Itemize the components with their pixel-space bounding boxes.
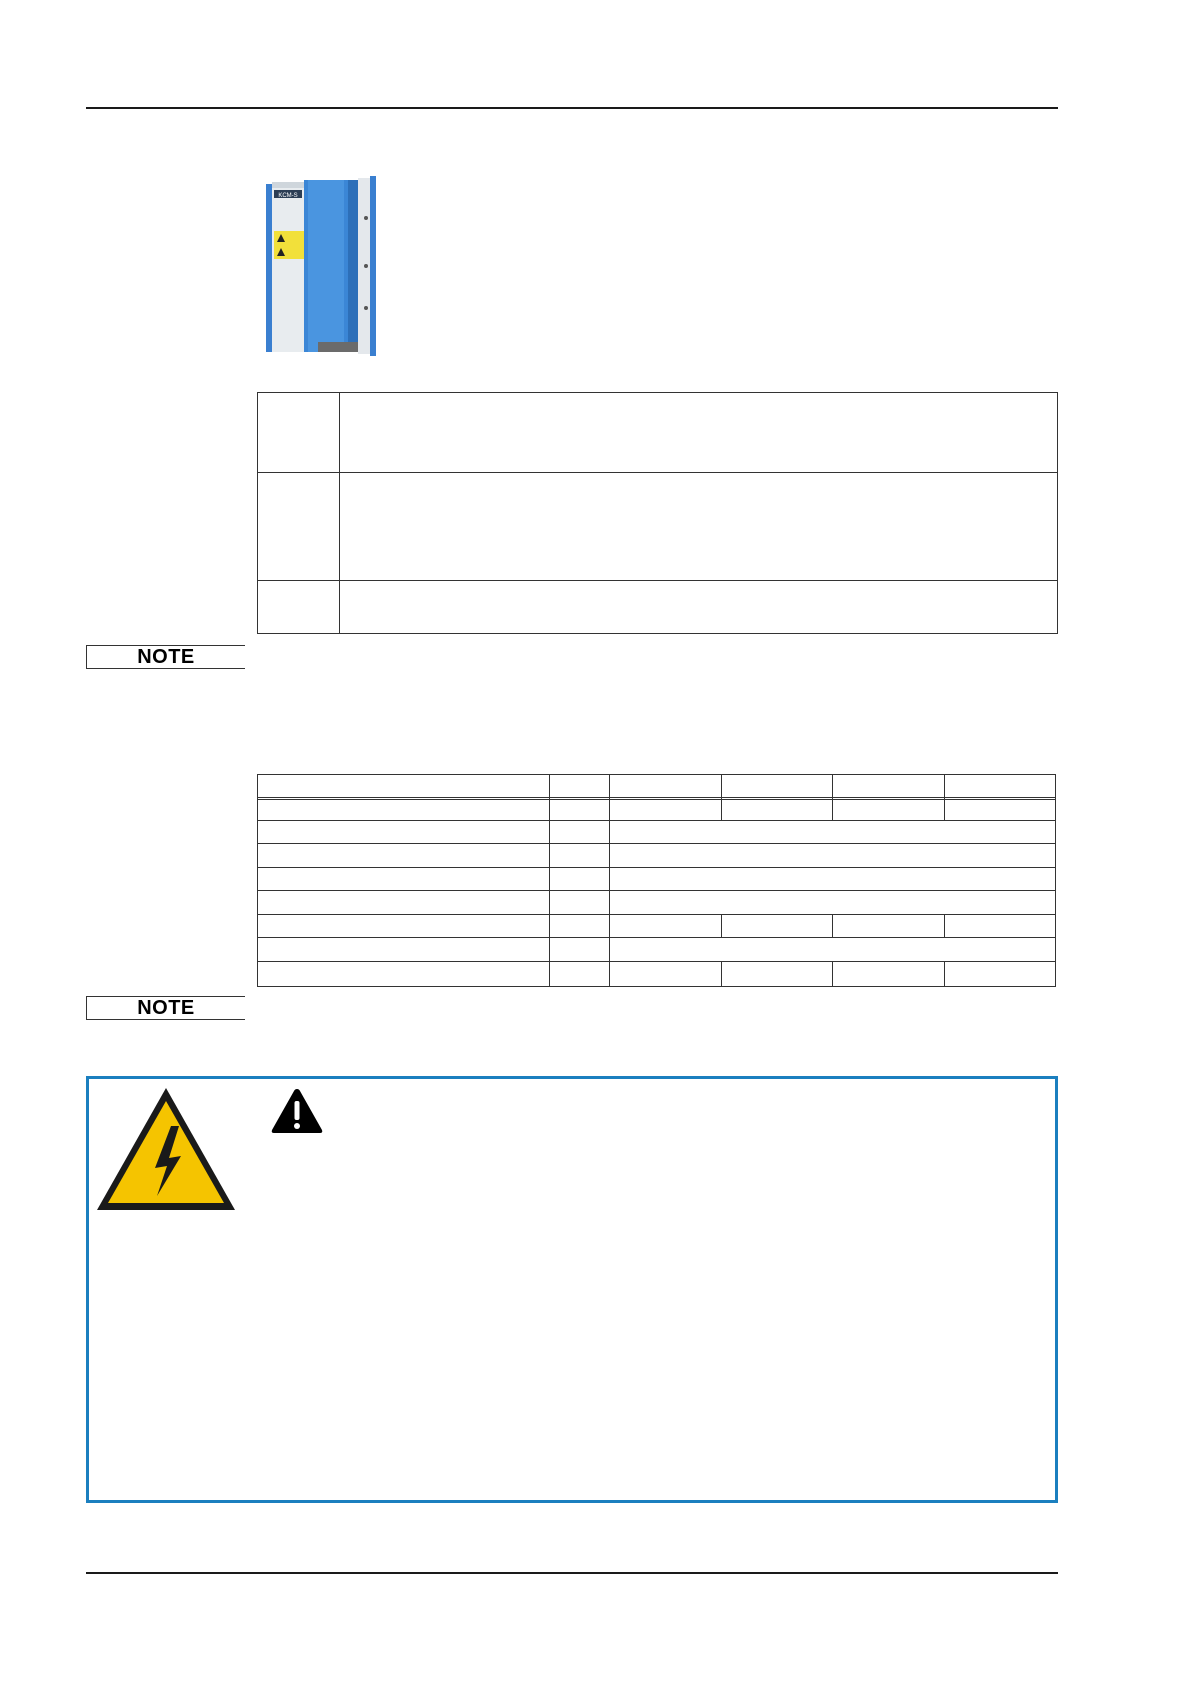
info-table-row (258, 473, 1057, 581)
warning-box (86, 1076, 1058, 1503)
kcm-module-photo (262, 176, 384, 356)
table-col-rule (549, 775, 550, 986)
technical-data-table (257, 774, 1056, 987)
table-col-rule (832, 961, 833, 986)
table-row-rule (258, 843, 1055, 844)
table-col-rule (609, 775, 610, 986)
table-row-rule (258, 914, 1055, 915)
table-col-rule (721, 961, 722, 986)
table-header-rule (258, 797, 1055, 800)
product-label: KCM-S (278, 193, 298, 199)
table-row-rule (258, 937, 1055, 938)
info-table-row (258, 393, 1057, 473)
note-label: NOTE (86, 996, 245, 1020)
table-col-rule (832, 914, 833, 937)
footer-rule (86, 1572, 1058, 1574)
info-table (257, 392, 1058, 634)
high-voltage-icon (93, 1084, 239, 1214)
table-col-rule (832, 775, 833, 820)
table-row-rule (258, 890, 1055, 891)
table-col-rule (944, 961, 945, 986)
table-col-rule (721, 914, 722, 937)
table-row-rule (258, 820, 1055, 821)
note-label: NOTE (86, 645, 245, 669)
table-col-rule (944, 914, 945, 937)
table-row-rule (258, 961, 1055, 962)
table-col-rule (721, 775, 722, 820)
table-row-rule (258, 867, 1055, 868)
table-col-rule (944, 775, 945, 820)
warning-icon (270, 1087, 324, 1135)
header-rule (86, 107, 1058, 109)
info-table-row (258, 581, 1057, 633)
